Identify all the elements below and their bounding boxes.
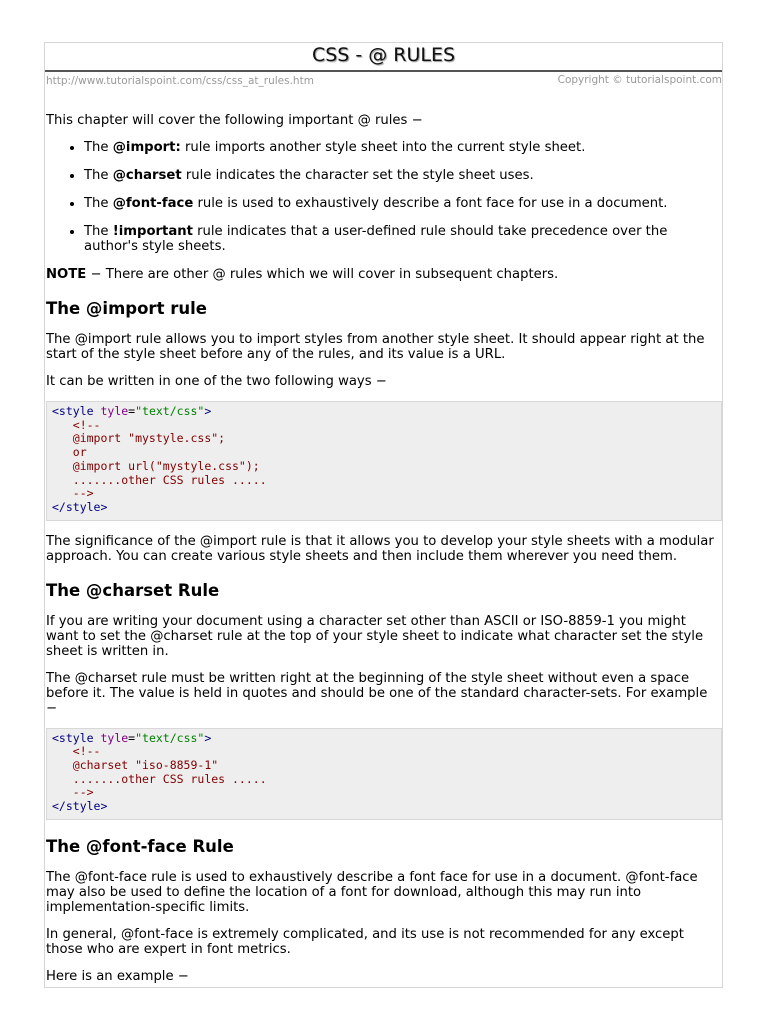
import-code-block (46, 401, 722, 521)
document-body (46, 113, 722, 996)
bullet-text: The (84, 224, 113, 239)
bullet-text: The (84, 168, 113, 183)
code-attr-name: tyle (93, 730, 129, 745)
bullet-keyword: @import: (112, 140, 181, 155)
code-open-end: > (204, 404, 212, 418)
import-paragraph-1: The @import rule allows you to import styles from another style sheet. It should appear right at the start of the style sheet before any of the rules, and its value is a URL. (46, 332, 705, 362)
bullet-keyword: !important (112, 224, 193, 239)
fontface-heading: The @font-face Rule (46, 836, 234, 856)
page-title: CSS - @ RULES (311, 44, 456, 66)
bullet-text: rule imports another style sheet into the current style sheet. (180, 140, 586, 155)
note-paragraph (46, 267, 722, 282)
list-item (84, 168, 722, 183)
code-close-tag: </style> (52, 799, 108, 814)
code-line: --> (52, 785, 94, 800)
rules-list (46, 140, 722, 254)
code-line: <!-- (52, 417, 101, 432)
bullet-keyword: @font-face (112, 196, 194, 211)
bullet-keyword: @charset (112, 168, 182, 183)
fontface-paragraph-3: Here is an example − (46, 968, 189, 984)
bullet-text: rule is used to exhaustively describe a font face for use in a document. (193, 196, 668, 211)
code-eq: = (128, 730, 136, 745)
code-line: @import "mystyle.css"; (52, 431, 226, 446)
code-open-tag: <style (52, 730, 94, 745)
code-line: @charset "iso-8859-1" (52, 758, 219, 773)
title-divider (45, 70, 722, 72)
intro-paragraph: This chapter will cover the following important @ rules − (46, 113, 423, 128)
code-attr-name: tyle (93, 404, 129, 418)
code-open-tag: <style (52, 404, 94, 418)
import-heading: The @import rule (46, 299, 207, 318)
code-line: @import url("mystyle.css"); (52, 458, 260, 473)
fontface-paragraph-1: The @font-face rule is used to exhaustively describe a font face for use in a document. @font-face may also be used to define the location of a font for download, although this may run into implementation-specific limits. (46, 869, 698, 915)
document-page (44, 42, 723, 988)
code-close-tag: </style> (52, 499, 108, 514)
bullet-text: The (84, 196, 113, 211)
import-paragraph-3: The significance of the @import rule is that it allows you to develop your style sheets with a modular approach. You can create various style sheets and then include them wherever you need them. (46, 533, 714, 564)
charset-paragraph-1: If you are writing your document using a character set other than ASCII or ISO-8859-1 you might want to set the @charset rule at the top of your style sheet to indicate what character set the style sheet is written in. (46, 613, 704, 659)
code-attr-value: "text/css" (135, 730, 205, 745)
code-line: --> (52, 486, 94, 501)
bullet-text: rule indicates the character set the style sheet uses. (181, 168, 534, 183)
charset-paragraph-2: The @charset rule must be written right at the beginning of the style sheet without even a space before it. The value is held in quotes and should be one of the standard character-sets. For example − (46, 670, 708, 716)
code-line: .......other CSS rules ..... (52, 771, 267, 786)
import-paragraph-2: It can be written in one of the two following ways − (46, 374, 387, 389)
note-label: NOTE (46, 267, 87, 282)
bullet-text: rule indicates that a user-defined rule should take precedence over the author's style sheets. (84, 224, 668, 254)
list-item (84, 224, 722, 254)
fontface-paragraph-2: In general, @font-face is extremely complicated, and its use is not recommended for any except those who are expert in font metrics. (46, 926, 684, 957)
list-item (84, 140, 722, 155)
code-open-end: > (204, 730, 212, 745)
charset-code-block (46, 728, 722, 820)
code-line: or (52, 445, 87, 460)
bullet-text: The (84, 140, 113, 155)
code-line: <!-- (52, 744, 101, 759)
note-text: − There are other @ rules which we will cover in subsequent chapters. (86, 267, 559, 282)
list-item (84, 196, 722, 211)
source-url[interactable]: http://www.tutorialspoint.com/css/css_at_rules.htm (46, 75, 314, 87)
code-line: .......other CSS rules ..... (52, 472, 267, 487)
code-attr-value: "text/css" (135, 404, 205, 418)
charset-heading: The @charset Rule (46, 580, 220, 600)
copyright-notice: Copyright © tutorialspoint.com (557, 74, 722, 86)
code-eq: = (128, 404, 136, 418)
